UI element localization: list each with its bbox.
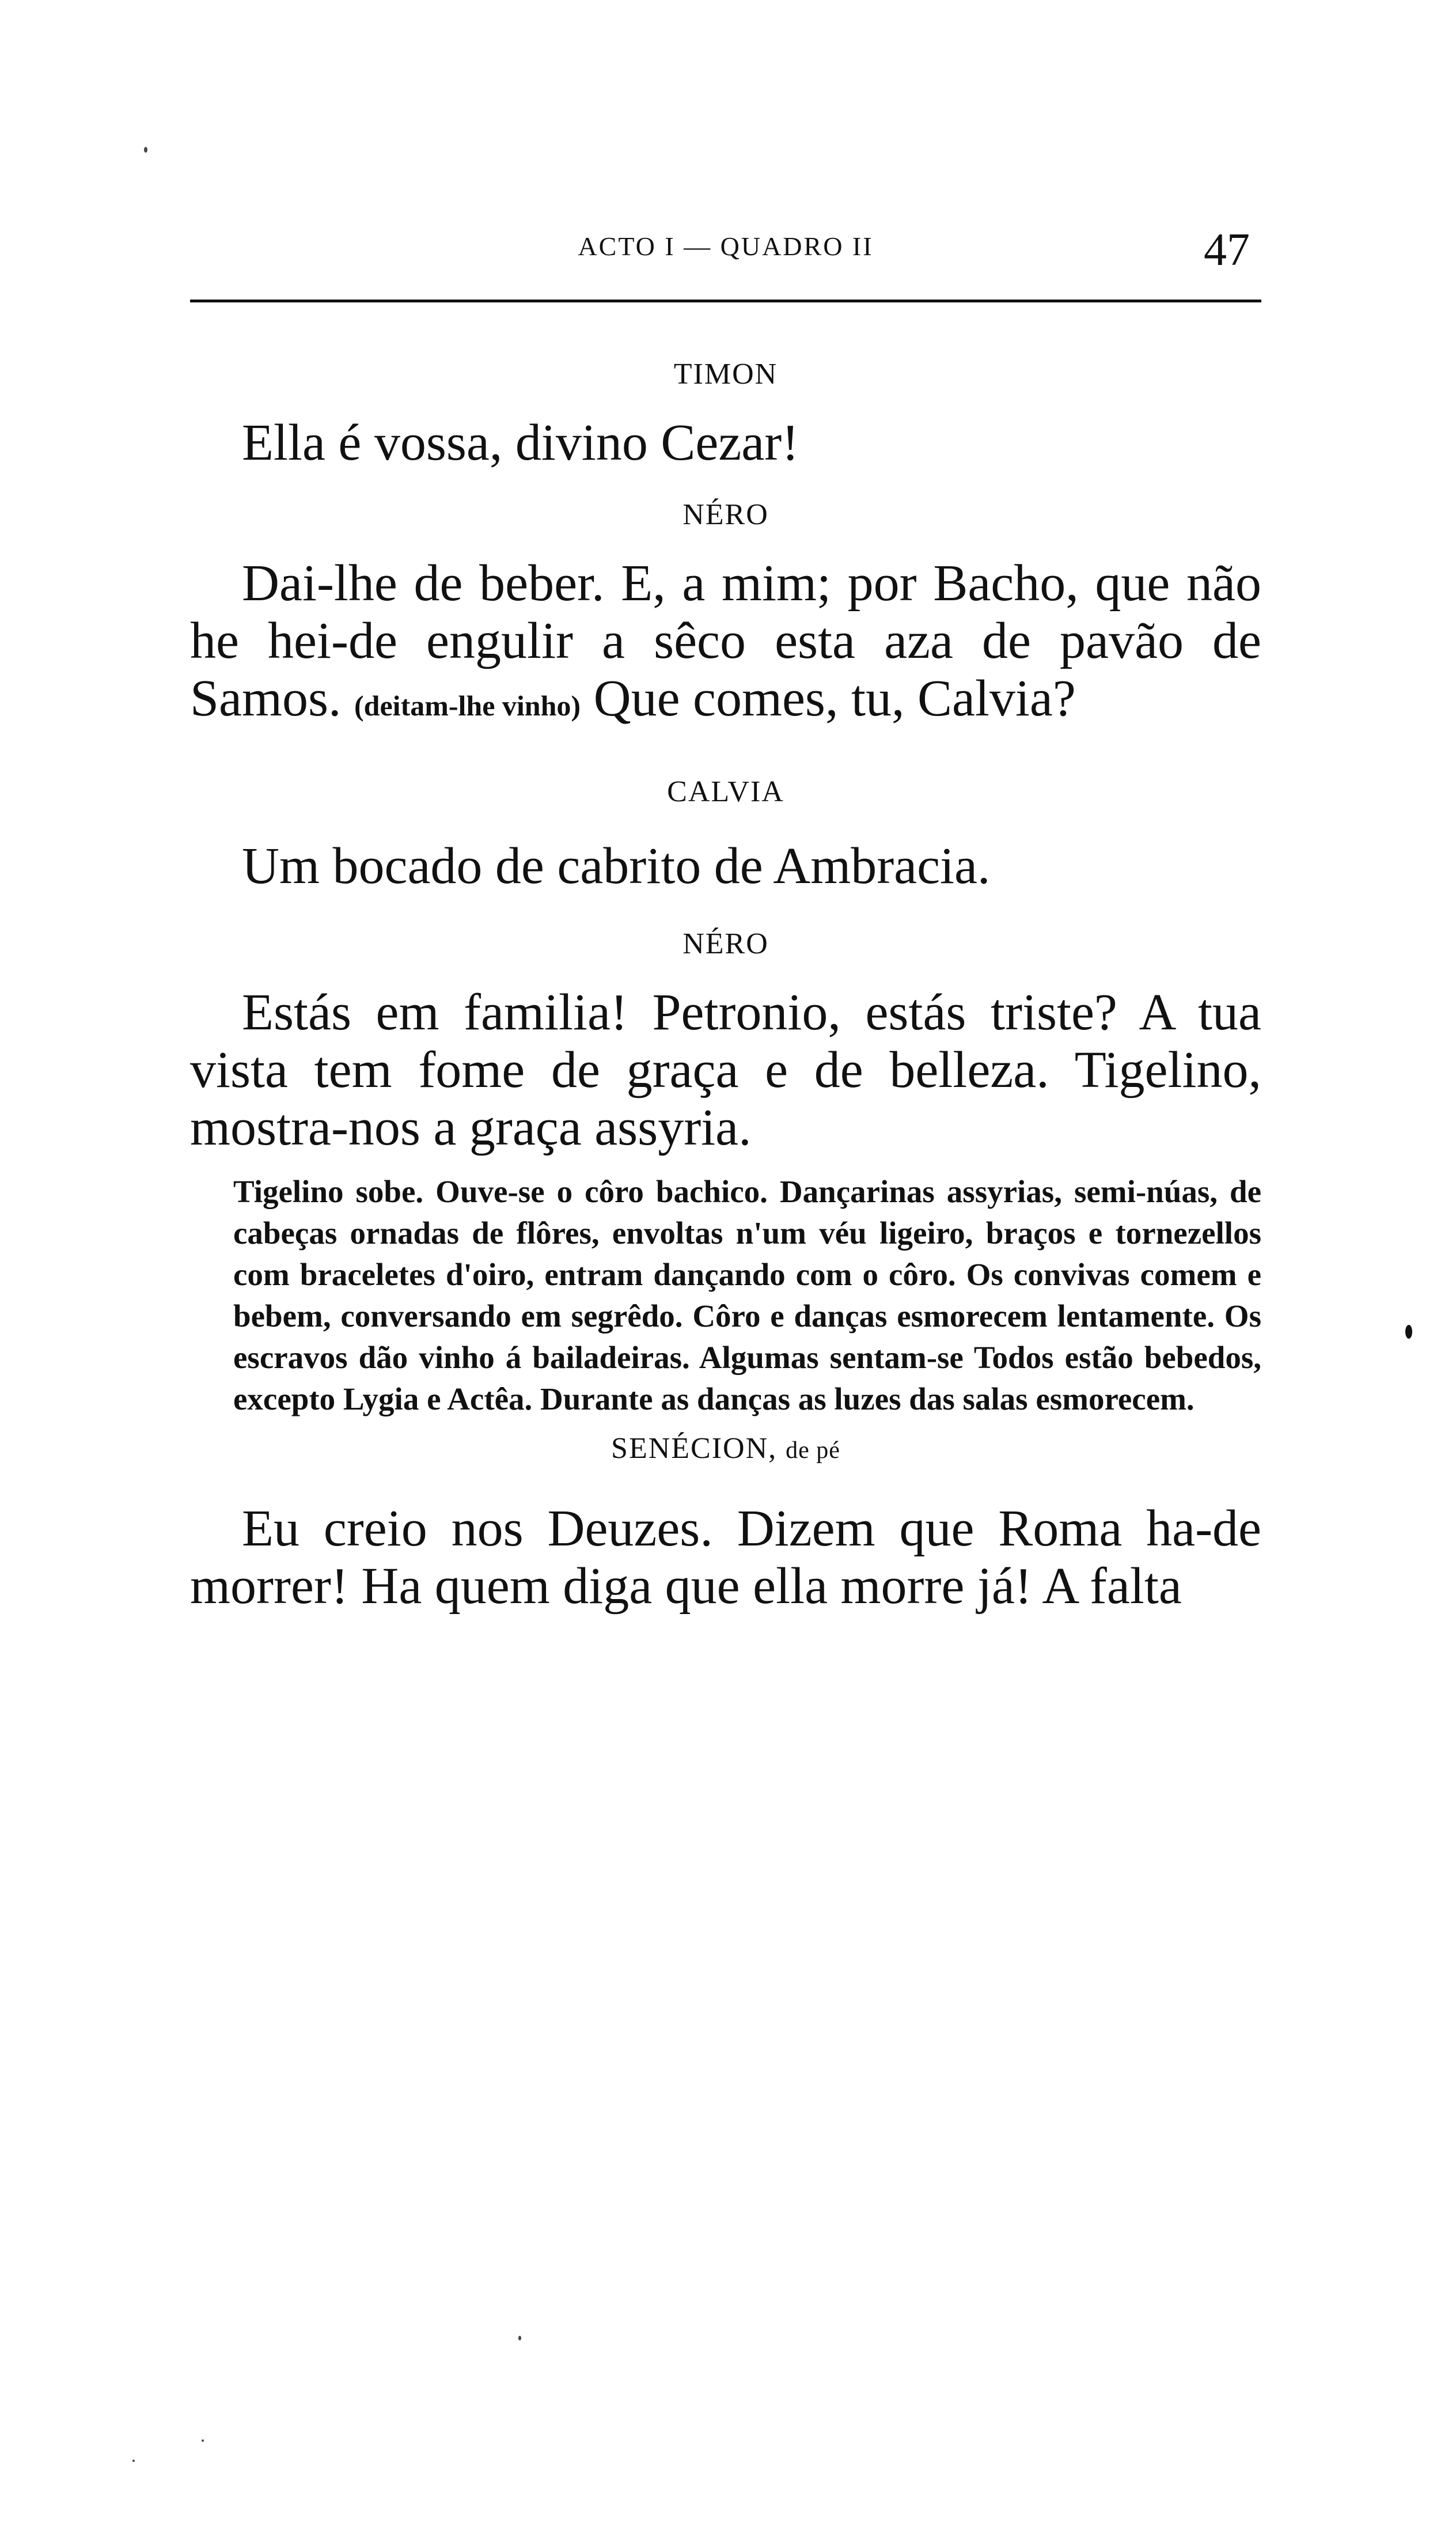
- speech-senecion: [190, 1500, 1261, 1615]
- scan-speck: [202, 2439, 204, 2442]
- scan-speck: [1405, 1325, 1412, 1339]
- speech-timon: [190, 414, 1261, 472]
- stage-inline-nero-1: (deitam-lhe vinho): [354, 690, 581, 722]
- page-header: [190, 225, 1261, 279]
- speech-nero-1: [190, 555, 1261, 734]
- speech-timon-text: Ella é vossa, divino Cezar!: [242, 414, 799, 471]
- speaker-timon: TIMON: [673, 358, 778, 391]
- scan-speck: [518, 2336, 521, 2340]
- speaker-senecion-name: SENÉCION,: [611, 1432, 778, 1465]
- speech-nero-1-line: [190, 555, 1261, 734]
- speech-nero-2: [190, 984, 1261, 1157]
- speaker-senecion: [190, 1431, 1261, 1465]
- scan-speck: [132, 2460, 135, 2462]
- page-number: 47: [1204, 225, 1250, 275]
- speaker-senecion-note: de pé: [786, 1437, 840, 1464]
- speech-nero-1-before: Dai-lhe de beber. E, a mim; por Bacho, que não he hei-de engulir a sêco esta aza de pavão de Samos.: [190, 555, 1261, 727]
- header-rule: [190, 300, 1261, 302]
- speaker-calvia: CALVIA: [667, 775, 784, 808]
- scan-speck: [144, 147, 147, 153]
- speech-senecion-text: Eu creio nos Deuzes. Dizem que Roma ha-de morrer! Ha quem diga que ella morre já! A falta: [190, 1500, 1261, 1615]
- running-title: ACTO I — QUADRO II: [578, 232, 874, 261]
- speaker-nero-1: NÉRO: [682, 498, 769, 531]
- page-body: [190, 346, 1261, 1615]
- speech-calvia-text: Um bocado de cabrito de Ambracia.: [242, 838, 991, 895]
- speech-nero-2-text: Estás em familia! Petronio, estás triste? A tua vista tem fome de graça e de belleza. Tigelino, mostra-nos a graça assyria.: [190, 984, 1261, 1156]
- speaker-nero-2: NÉRO: [682, 927, 769, 960]
- speech-calvia: [190, 838, 1261, 895]
- stage-direction: Tigelino sobe. Ouve-se o côro bachico. Dançarinas assyrias, semi-núas, de cabeças ornadas de flôres, envoltas n'um véu ligeiro, braços e tornezellos com braceletes d'oiro, entram dançando com o côro. Os convivas comem e bebem, conversando em segrêdo. Côro e danças esmorecem lentamente. Os escravos dão vinho á bailadeiras. Algumas sentam-se Todos estão bebedos, excepto Lygia e Actêa. Durante as danças as luzes das salas esmorecem.: [233, 1174, 1261, 1416]
- speech-nero-1-after: Que comes, tu, Calvia?: [593, 670, 1076, 727]
